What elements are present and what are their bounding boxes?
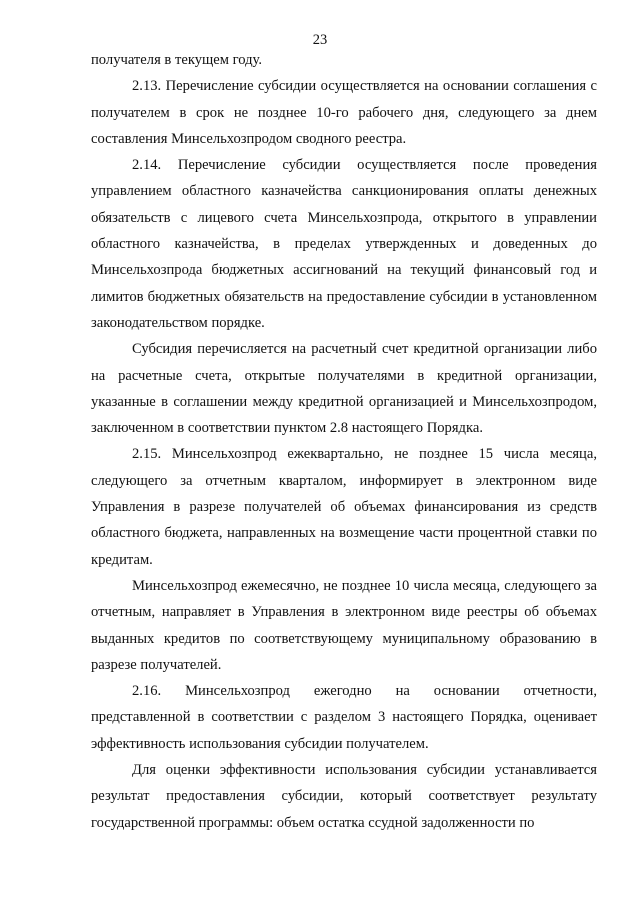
paragraph-continuation: получателя в текущем году. (91, 52, 263, 68)
paragraph-monthly-registry: Минсельхозпрод ежемесячно, не позднее 10 числа месяца, следующего за отчетным, направляет в Управления в электронном виде реестры об объемах выданных кредитов по соответствующему муниципальному образованию в разрезе получателей. (91, 577, 597, 673)
paragraph-subsidy-transfer: Субсидия перечисляется на расчетный счет кредитной организации либо на расчетные счета, открытые получателями в кредитной организации, указанные в соглашении между кредитной организацией и Минсельхозпродом, заключенном в соответствии пунктом 2.8 настоящего Порядка. (91, 341, 597, 437)
paragraph-2-14: 2.14. Перечисление субсидии осуществляется после проведения управлением областного казначейства санкционирования оплаты денежных обязательств с лицевого счета Минсельхозпрода, открытого в управлении областного казначейства, в пределах утвержденных и доведенных до Минсельхозпрода бюджетных ассигнований на текущий финансовый год и лимитов бюджетных обязательств на предоставление субсидии в установленном законодательством порядке. (91, 157, 597, 331)
page-number: 23 (312, 32, 328, 48)
paragraph-2-15: 2.15. Минсельхозпрод ежеквартально, не позднее 15 числа месяца, следующего за отчетным кварталом, информирует в электронном виде Управления в разрезе получателей об объемах финансирования из средств областного бюджета, направленных на возмещение части процентной ставки по кредитам. (91, 446, 597, 568)
paragraph-efficiency-evaluation: Для оценки эффективности использования субсидии устанавливается результат предоставления субсидии, который соответствует результату государственной программы: объем остатка ссудной задолженности по (91, 762, 597, 831)
document-body (91, 47, 597, 836)
paragraph-2-13: 2.13. Перечисление субсидии осуществляется на основании соглашения с получателем в срок не позднее 10-го рабочего дня, следующего за днем составления Минсельхозпродом сводного реестра. (91, 78, 597, 147)
paragraph-2-16: 2.16. Минсельхозпрод ежегодно на основании отчетности, представленной в соответствии с разделом 3 настоящего Порядка, оценивает эффективность использования субсидии получателем. (91, 683, 597, 752)
